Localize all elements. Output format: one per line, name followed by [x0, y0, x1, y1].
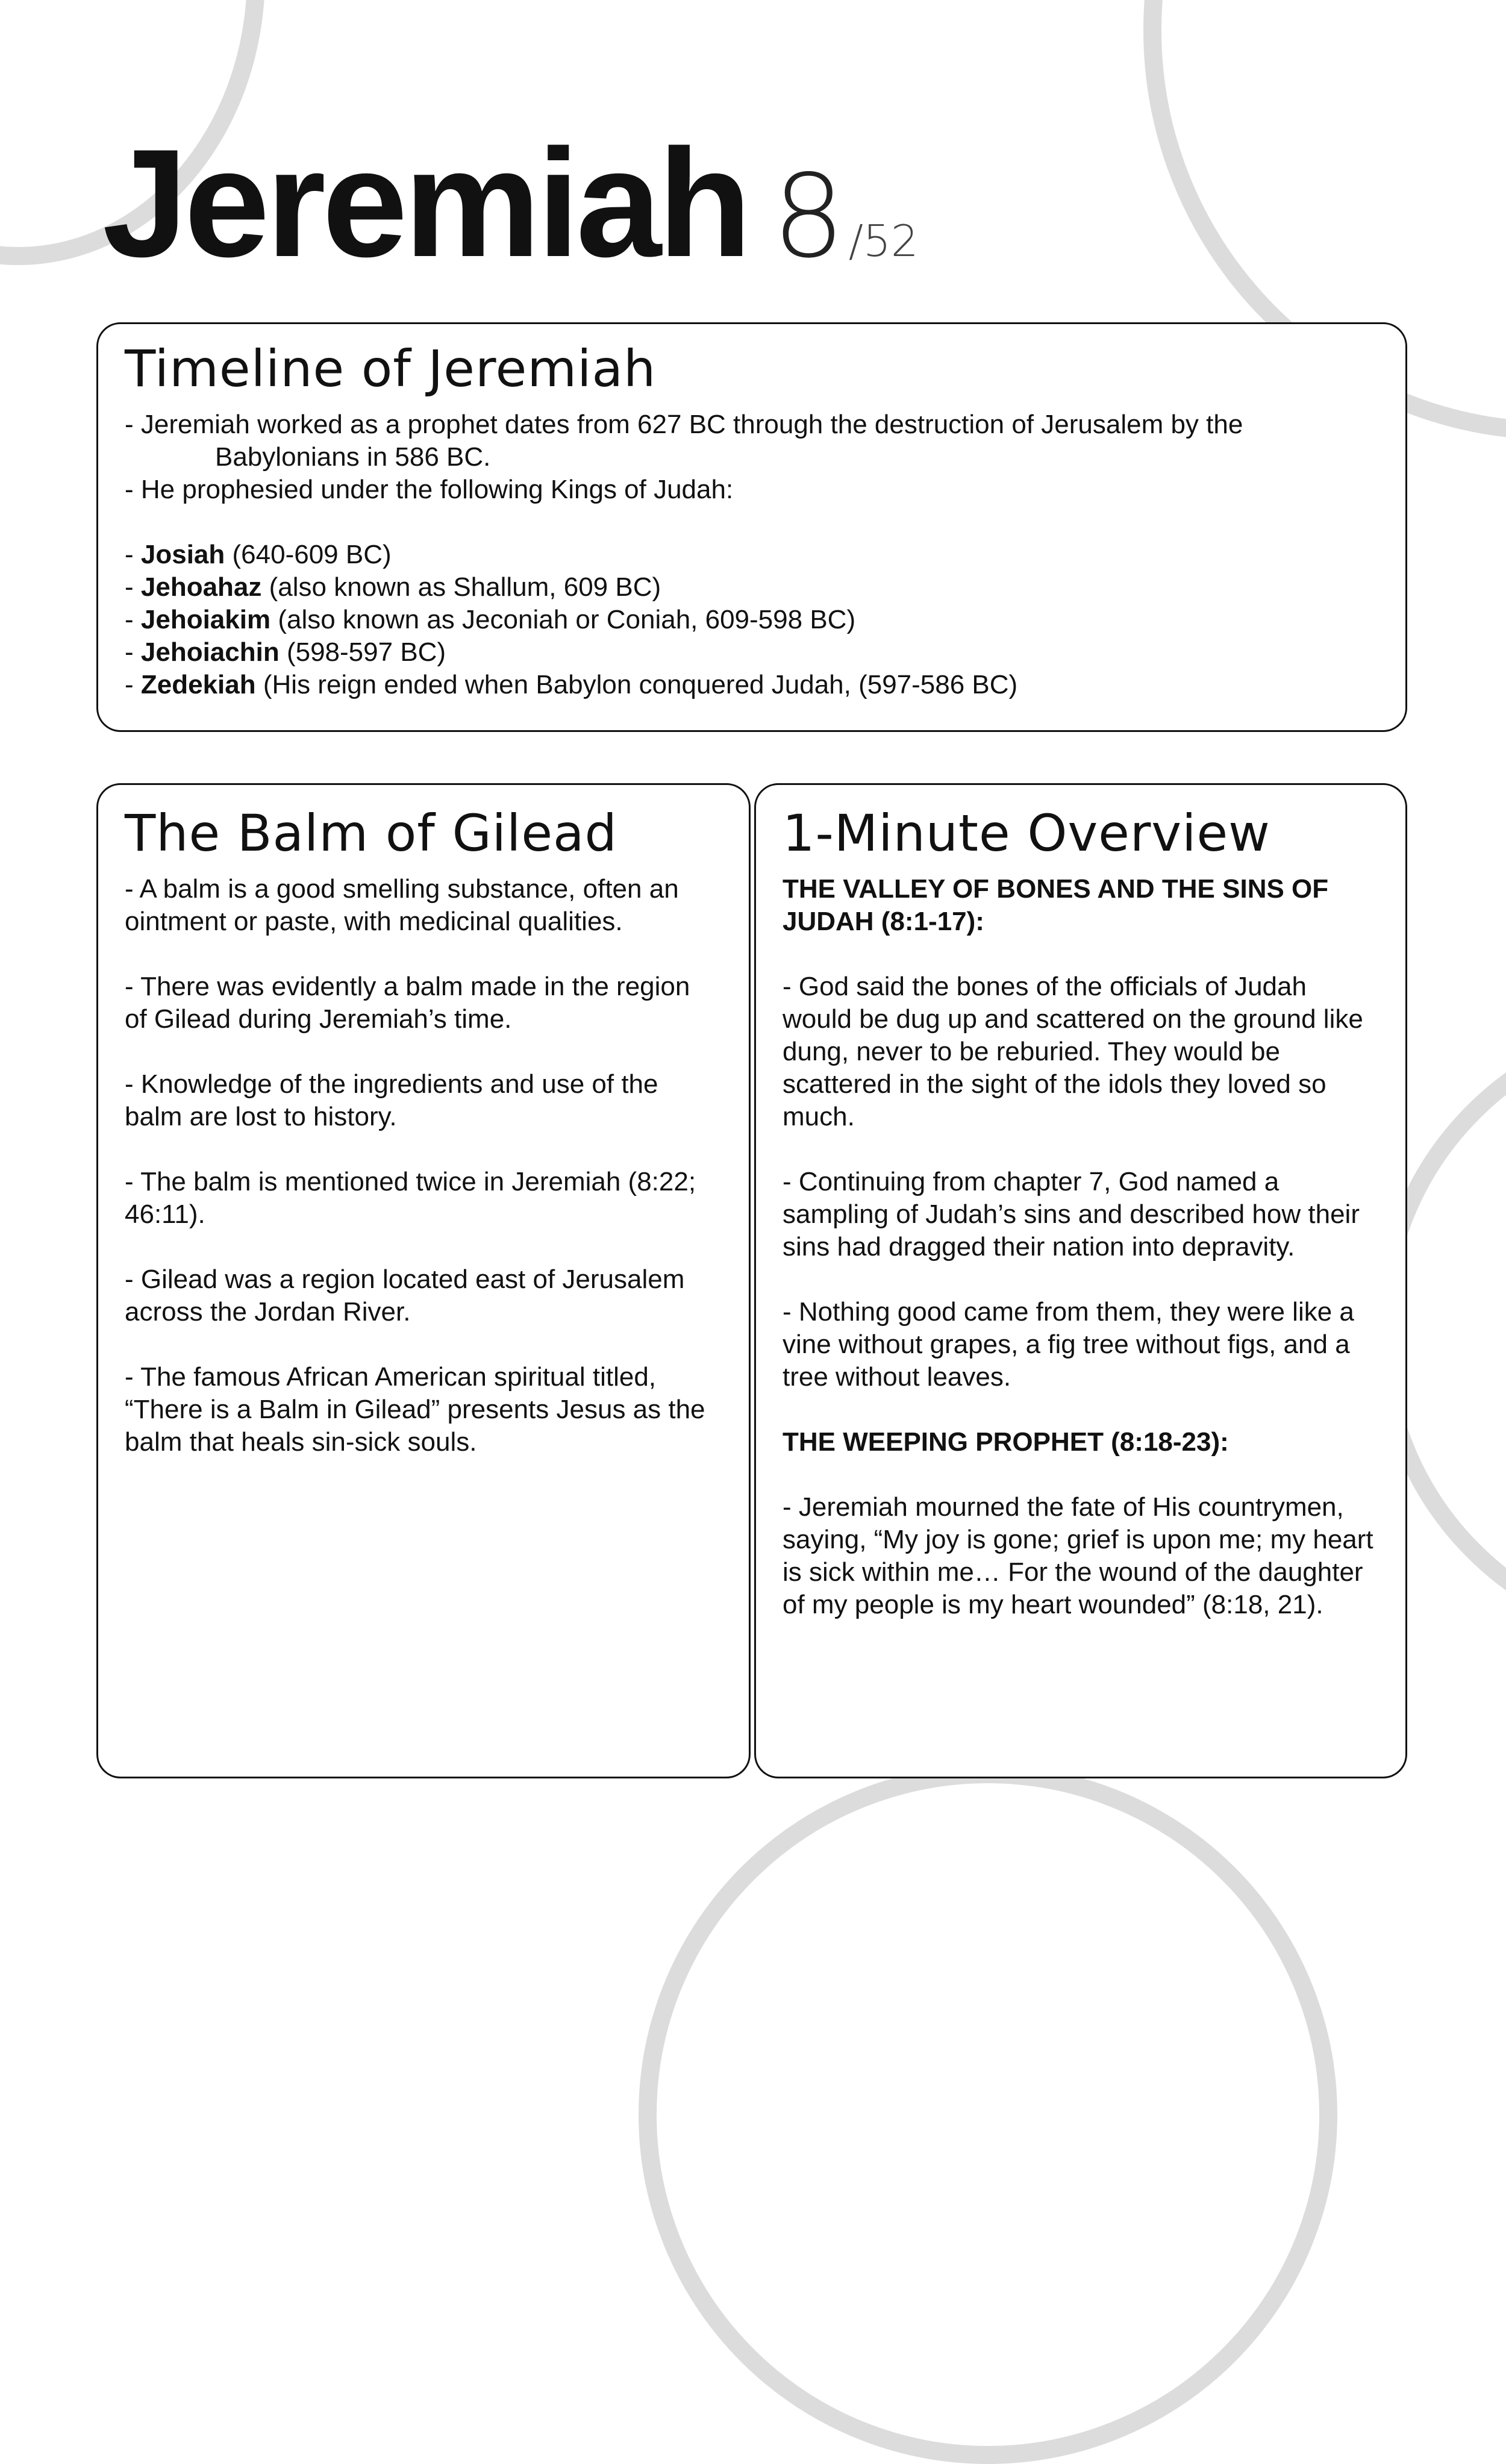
- text-line: - Knowledge of the ingredients and use of the: [125, 1069, 658, 1099]
- text-line: scattered in the sight of the idols they loved so: [783, 1069, 1326, 1099]
- spacer: [125, 938, 722, 971]
- king-name: Jehoahaz: [140, 572, 262, 602]
- spacer: [125, 1328, 722, 1361]
- king-detail: (also known as Shallum, 609 BC): [261, 572, 661, 602]
- king-item: - Jehoiakim (also known as Jeconiah or Coniah, 609-598 BC): [125, 605, 856, 635]
- text-line: sampling of Judah’s sins and described how their: [783, 1199, 1360, 1230]
- king-item: - Zedekiah (His reign ended when Babylon conquered Judah, (597-586 BC): [125, 670, 1018, 700]
- timeline-line: - Jeremiah worked as a prophet dates from 627 BC through the destruction of Jerusalem by the: [125, 410, 1243, 440]
- text-line: much.: [783, 1102, 855, 1132]
- text-line: of Gilead during Jeremiah’s time.: [125, 1004, 512, 1034]
- king-item: - Josiah (640-609 BC): [125, 540, 392, 570]
- overview-text: [783, 1491, 1379, 1621]
- text-line: dung, never to be reburied. They would be: [783, 1037, 1280, 1067]
- text-line: sins had dragged their nation into depravity.: [783, 1232, 1295, 1262]
- text-line: - A balm is a good smelling substance, often an: [125, 874, 679, 904]
- chapter-total: /52: [848, 216, 919, 266]
- text-line: is sick within me… For the wound of the daughter: [783, 1557, 1363, 1587]
- overview-text: [783, 971, 1379, 1393]
- page-title: [102, 117, 919, 289]
- spacer: [783, 1263, 1379, 1296]
- spacer: [125, 1231, 722, 1263]
- text-line: 46:11).: [125, 1199, 205, 1230]
- section-heading: THE VALLEY OF BONES AND THE SINS OF: [783, 874, 1329, 904]
- king-item: - Jehoahaz (also known as Shallum, 609 BC): [125, 572, 661, 602]
- section-heading: THE WEEPING PROPHET (8:18-23):: [783, 1427, 1229, 1457]
- timeline-title: Timeline of Jeremiah: [125, 339, 657, 398]
- spacer: [125, 1036, 722, 1068]
- text-line: “There is a Balm in Gilead” presents Jesus as the: [125, 1395, 705, 1425]
- king-item: - Jehoiachin (598-597 BC): [125, 637, 446, 668]
- text-line: saying, “My joy is gone; grief is upon me; my heart: [783, 1525, 1373, 1555]
- decorative-circle-bottom: [639, 1765, 1337, 2464]
- timeline-line: - He prophesied under the following Kings of Judah:: [125, 475, 734, 505]
- text-line: balm are lost to history.: [125, 1102, 397, 1132]
- text-line: vine without grapes, a fig tree without figs, and a: [783, 1330, 1350, 1360]
- balm-title: The Balm of Gilead: [125, 804, 617, 863]
- balm-panel: [96, 783, 751, 1778]
- spacer: [783, 1133, 1379, 1166]
- book-name: Jeremiah: [102, 117, 748, 289]
- king-detail: (640-609 BC): [225, 540, 392, 570]
- text-line: would be dug up and scattered on the ground like: [783, 1004, 1363, 1034]
- spacer: [783, 938, 1379, 971]
- text-line: - The famous African American spiritual titled,: [125, 1362, 657, 1392]
- overview-panel: [754, 783, 1407, 1778]
- text-line: tree without leaves.: [783, 1362, 1011, 1392]
- timeline-panel: [96, 322, 1407, 732]
- text-line: across the Jordan River.: [125, 1297, 411, 1327]
- text-line: - Gilead was a region located east of Jerusalem: [125, 1265, 685, 1295]
- king-detail: (598-597 BC): [279, 637, 446, 668]
- king-name: Jehoiakim: [140, 605, 271, 635]
- king-name: Zedekiah: [140, 670, 256, 700]
- text-line: - The balm is mentioned twice in Jeremiah (8:22;: [125, 1167, 696, 1197]
- spacer: [125, 506, 1379, 539]
- chapter-number: 8: [772, 150, 845, 283]
- spacer: [783, 1393, 1379, 1426]
- spacer: [125, 1133, 722, 1166]
- king-name: Josiah: [140, 540, 225, 570]
- spacer: [783, 1459, 1379, 1491]
- text-line: - Nothing good came from them, they were like a: [783, 1297, 1354, 1327]
- king-detail: (also known as Jeconiah or Coniah, 609-598 BC): [270, 605, 856, 635]
- section-heading: JUDAH (8:1-17):: [783, 907, 984, 937]
- balm-text: [125, 873, 722, 1459]
- text-line: - Jeremiah mourned the fate of His countrymen,: [783, 1492, 1344, 1522]
- text-line: - There was evidently a balm made in the region: [125, 972, 690, 1002]
- text-line: - God said the bones of the officials of Judah: [783, 972, 1307, 1002]
- text-line: - Continuing from chapter 7, God named a: [783, 1167, 1279, 1197]
- timeline-line: Babylonians in 586 BC.: [215, 442, 491, 472]
- king-name: Jehoiachin: [140, 637, 280, 668]
- text-line: of my people is my heart wounded” (8:18, 21).: [783, 1590, 1323, 1620]
- text-line: balm that heals sin-sick souls.: [125, 1427, 477, 1457]
- text-line: ointment or paste, with medicinal qualities.: [125, 907, 623, 937]
- king-detail: (His reign ended when Babylon conquered Judah, (597-586 BC): [255, 670, 1018, 700]
- overview-title: 1-Minute Overview: [783, 804, 1270, 863]
